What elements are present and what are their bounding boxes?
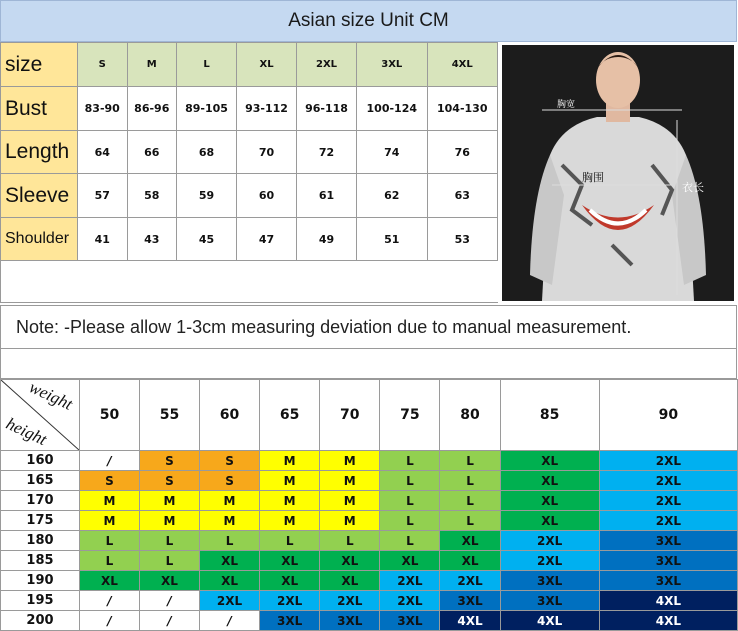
recommended-size-cell: 2XL xyxy=(380,571,440,591)
height-row xyxy=(1,611,738,631)
recommended-size-cell: 2XL xyxy=(199,591,259,611)
recommended-size-cell: 3XL xyxy=(599,571,737,591)
weight-height-corner xyxy=(1,377,80,451)
weight-column-header: 80 xyxy=(440,380,500,451)
height-value: 160 xyxy=(1,451,80,471)
height-value: 165 xyxy=(1,471,80,491)
size-column-header: 2XL xyxy=(297,43,357,87)
height-value: 170 xyxy=(1,491,80,511)
recommended-size-cell: 2XL xyxy=(500,551,599,571)
weight-header-row xyxy=(1,380,738,451)
measure-value: 100-124 xyxy=(357,87,427,131)
measure-value: 93-112 xyxy=(237,87,297,131)
spacer-row xyxy=(0,349,737,379)
recommended-size-cell: M xyxy=(260,471,320,491)
recommended-size-cell: M xyxy=(199,511,259,531)
page-title: Asian size Unit CM xyxy=(0,0,737,42)
recommended-size-cell: XL xyxy=(380,551,440,571)
size-measure-row xyxy=(1,174,498,218)
height-value: 190 xyxy=(1,571,80,591)
recommended-size-cell: 3XL xyxy=(380,611,440,631)
recommended-size-cell: L xyxy=(440,491,500,511)
height-axis-label: height xyxy=(3,413,50,450)
measure-value: 49 xyxy=(297,218,357,261)
measure-value: 64 xyxy=(78,131,128,174)
measure-value: 47 xyxy=(237,218,297,261)
height-row xyxy=(1,511,738,531)
bust-label: 胸围 xyxy=(582,172,604,184)
measure-label: Bust xyxy=(1,87,78,131)
measure-value: 74 xyxy=(357,131,427,174)
recommended-size-cell: L xyxy=(440,451,500,471)
recommended-size-cell: / xyxy=(80,611,140,631)
recommended-size-cell: 2XL xyxy=(440,571,500,591)
recommended-size-cell: 2XL xyxy=(380,591,440,611)
recommended-size-cell: 3XL xyxy=(320,611,380,631)
model-wearing-shirt-image xyxy=(502,45,734,301)
size-measure-row xyxy=(1,131,498,174)
height-value: 185 xyxy=(1,551,80,571)
size-measure-row xyxy=(1,87,498,131)
size-chart-table xyxy=(0,42,498,303)
measure-value: 86-96 xyxy=(127,87,177,131)
recommended-size-cell: M xyxy=(80,491,140,511)
measure-value: 45 xyxy=(177,218,237,261)
recommended-size-cell: 3XL xyxy=(500,571,599,591)
recommended-size-cell: S xyxy=(139,471,199,491)
weight-column-header: 65 xyxy=(260,380,320,451)
empty-cell xyxy=(1,261,498,303)
measure-value: 60 xyxy=(237,174,297,218)
chest-width-label: 胸宽 xyxy=(557,99,576,109)
weight-axis-label: weight xyxy=(25,377,76,414)
size-measure-row xyxy=(1,218,498,261)
recommended-size-cell: 3XL xyxy=(599,531,737,551)
recommended-size-cell: / xyxy=(80,591,140,611)
recommended-size-cell: L xyxy=(320,531,380,551)
height-row xyxy=(1,471,738,491)
height-value: 200 xyxy=(1,611,80,631)
recommended-size-cell: L xyxy=(380,511,440,531)
recommended-size-cell: / xyxy=(199,611,259,631)
measure-label: Shoulder xyxy=(1,218,78,261)
measure-value: 83-90 xyxy=(78,87,128,131)
recommended-size-cell: 4XL xyxy=(440,611,500,631)
measure-value: 68 xyxy=(177,131,237,174)
recommended-size-cell: L xyxy=(440,511,500,531)
weight-column-header: 90 xyxy=(599,380,737,451)
weight-height-size-table xyxy=(0,379,738,631)
height-row xyxy=(1,451,738,471)
height-value: 180 xyxy=(1,531,80,551)
weight-column-header: 85 xyxy=(500,380,599,451)
recommended-size-cell: / xyxy=(80,451,140,471)
recommended-size-cell: M xyxy=(199,491,259,511)
recommended-size-cell: M xyxy=(320,451,380,471)
height-row xyxy=(1,551,738,571)
recommended-size-cell: XL xyxy=(440,551,500,571)
recommended-size-cell: M xyxy=(320,491,380,511)
measure-value: 57 xyxy=(78,174,128,218)
measure-value: 62 xyxy=(357,174,427,218)
measure-value: 96-118 xyxy=(297,87,357,131)
size-column-header: M xyxy=(127,43,177,87)
recommended-size-cell: L xyxy=(139,551,199,571)
size-column-header: 4XL xyxy=(427,43,498,87)
recommended-size-cell: XL xyxy=(199,551,259,571)
recommended-size-cell: L xyxy=(260,531,320,551)
recommended-size-cell: M xyxy=(320,471,380,491)
size-header-row xyxy=(1,43,498,87)
weight-column-header: 60 xyxy=(199,380,259,451)
recommended-size-cell: XL xyxy=(260,551,320,571)
recommended-size-cell: M xyxy=(260,491,320,511)
recommended-size-cell: 3XL xyxy=(500,591,599,611)
size-column-header: XL xyxy=(237,43,297,87)
weight-column-header: 75 xyxy=(380,380,440,451)
recommended-size-cell: M xyxy=(260,451,320,471)
recommended-size-cell: 3XL xyxy=(599,551,737,571)
recommended-size-cell: L xyxy=(139,531,199,551)
recommended-size-cell: / xyxy=(139,591,199,611)
recommended-size-cell: S xyxy=(139,451,199,471)
measurement-note: Note: -Please allow 1-3cm measuring deviation due to manual measurement. xyxy=(0,305,737,349)
recommended-size-cell: 3XL xyxy=(260,611,320,631)
product-photo xyxy=(499,42,737,304)
recommended-size-cell: 3XL xyxy=(440,591,500,611)
measure-value: 70 xyxy=(237,131,297,174)
measure-value: 66 xyxy=(127,131,177,174)
height-row xyxy=(1,571,738,591)
recommended-size-cell: XL xyxy=(500,511,599,531)
recommended-size-cell: XL xyxy=(260,571,320,591)
recommended-size-cell: 2XL xyxy=(599,451,737,471)
recommended-size-cell: 4XL xyxy=(599,611,737,631)
recommended-size-cell: L xyxy=(380,491,440,511)
recommended-size-cell: L xyxy=(380,531,440,551)
recommended-size-cell: M xyxy=(139,491,199,511)
size-header-label: size xyxy=(1,43,78,87)
recommended-size-cell: M xyxy=(80,511,140,531)
measure-value: 89-105 xyxy=(177,87,237,131)
measure-value: 63 xyxy=(427,174,498,218)
measure-value: 58 xyxy=(127,174,177,218)
recommended-size-cell: M xyxy=(139,511,199,531)
height-value: 195 xyxy=(1,591,80,611)
recommended-size-cell: 2XL xyxy=(500,531,599,551)
recommended-size-cell: XL xyxy=(320,551,380,571)
height-value: 175 xyxy=(1,511,80,531)
weight-column-header: 70 xyxy=(320,380,380,451)
length-label: 衣长 xyxy=(682,182,704,194)
recommended-size-cell: L xyxy=(199,531,259,551)
height-row xyxy=(1,591,738,611)
measure-value: 51 xyxy=(357,218,427,261)
recommended-size-cell: S xyxy=(199,451,259,471)
measure-value: 104-130 xyxy=(427,87,498,131)
recommended-size-cell: S xyxy=(199,471,259,491)
recommended-size-cell: / xyxy=(139,611,199,631)
recommended-size-cell: XL xyxy=(500,451,599,471)
recommended-size-cell: L xyxy=(440,471,500,491)
height-row xyxy=(1,491,738,511)
recommended-size-cell: XL xyxy=(139,571,199,591)
recommended-size-cell: 2XL xyxy=(320,591,380,611)
recommended-size-cell: 4XL xyxy=(500,611,599,631)
recommended-size-cell: M xyxy=(260,511,320,531)
size-empty-row xyxy=(1,261,498,303)
recommended-size-cell: XL xyxy=(500,491,599,511)
measure-value: 59 xyxy=(177,174,237,218)
recommended-size-cell: L xyxy=(80,551,140,571)
size-column-header: 3XL xyxy=(357,43,427,87)
recommended-size-cell: XL xyxy=(500,471,599,491)
recommended-size-cell: XL xyxy=(80,571,140,591)
recommended-size-cell: L xyxy=(380,451,440,471)
recommended-size-cell: 2XL xyxy=(599,511,737,531)
recommended-size-cell: 4XL xyxy=(599,591,737,611)
recommended-size-cell: XL xyxy=(440,531,500,551)
size-column-header: S xyxy=(78,43,128,87)
recommended-size-cell: L xyxy=(380,471,440,491)
recommended-size-cell: L xyxy=(80,531,140,551)
recommended-size-cell: 2XL xyxy=(260,591,320,611)
recommended-size-cell: 2XL xyxy=(599,471,737,491)
weight-column-header: 50 xyxy=(80,380,140,451)
recommended-size-cell: XL xyxy=(199,571,259,591)
measure-value: 61 xyxy=(297,174,357,218)
measure-value: 41 xyxy=(78,218,128,261)
measure-label: Length xyxy=(1,131,78,174)
size-column-header: L xyxy=(177,43,237,87)
model-illustration xyxy=(502,45,734,301)
recommended-size-cell: M xyxy=(320,511,380,531)
weight-column-header: 55 xyxy=(139,380,199,451)
recommended-size-cell: S xyxy=(80,471,140,491)
measure-value: 53 xyxy=(427,218,498,261)
recommended-size-cell: XL xyxy=(320,571,380,591)
measure-label: Sleeve xyxy=(1,174,78,218)
measure-value: 72 xyxy=(297,131,357,174)
height-row xyxy=(1,531,738,551)
recommended-size-cell: 2XL xyxy=(599,491,737,511)
measure-value: 76 xyxy=(427,131,498,174)
measure-value: 43 xyxy=(127,218,177,261)
